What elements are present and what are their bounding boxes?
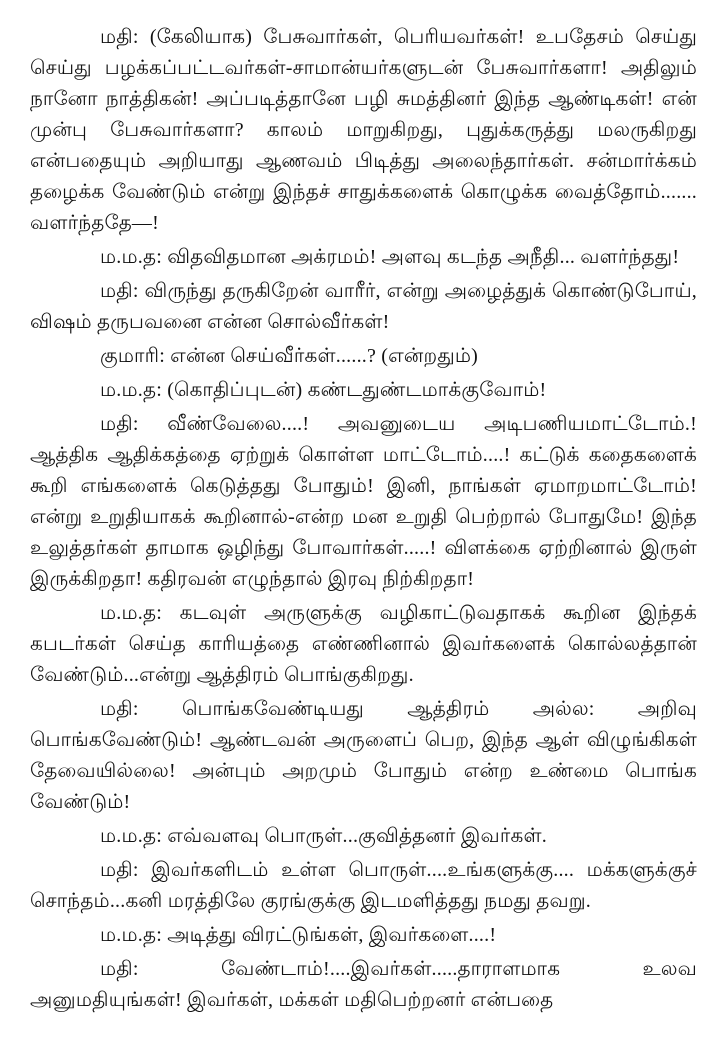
dialogue-text: பொங்கவேண்டியது ஆத்திரம் அல்ல: அறிவு பொங்கவேண்டும்! ஆண்டவன் அருளைப் பெற, இந்த ஆள் விழுங்கிகள் தேவையில்லை! அன்பும் அறமும் போதும் என்ற உண்மை பொங்க வேண்டும்! — [30, 698, 697, 813]
speaker-label: குமாரி: — [100, 345, 165, 367]
dialogue-paragraph — [30, 276, 697, 338]
speaker-label: ம.ம.த: — [100, 602, 162, 624]
dialogue-text: (கொதிப்புடன்) கண்டதுண்டமாக்குவோம்! — [167, 379, 547, 401]
speaker-label: மதி: — [100, 958, 139, 980]
dialogue-paragraph — [30, 855, 697, 917]
speaker-label: மதி: — [100, 859, 139, 881]
speaker-label: மதி: — [100, 698, 139, 720]
dialogue-paragraph — [30, 821, 697, 852]
dialogue-paragraph — [30, 598, 697, 691]
dialogue-text: விருந்து தருகிறேன் வாரீர், என்று அழைத்துக் கொண்டுபோய், விஷம் தருபவனை என்ன சொல்வீர்கள்! — [30, 280, 697, 333]
dialogue-text: வீண்வேலை....! அவனுடைய அடிபணியமாட்டோம்.! ஆத்திக ஆதிக்கத்தை ஏற்றுக் கொள்ள மாட்டோம்....! கட்டுக் கதைகளைக் கூறி எங்களைக் கெடுத்தது போதும்! இனி, நாங்கள் ஏமாறமாட்டோம்! என்று உறுதியாகக் கூறினால்-என்ற மன உறுதி பெற்றால் போதுமே! இந்த உலுத்தர்கள் தாமாக ஒழிந்து போவார்கள்.....! விளக்கை ஏற்றினால் இருள் இருக்கிறதா! கதிரவன் எழுந்தால் இரவு நிற்கிறதா! — [30, 413, 697, 590]
dialogue-paragraph — [30, 694, 697, 818]
speaker-label: ம.ம.த: — [100, 379, 162, 401]
speaker-label: ம.ம.த: — [100, 825, 162, 847]
dialogue-text: விதவிதமான அக்ரமம்! அளவு கடந்த அநீதி... வளர்ந்தது! — [167, 246, 680, 268]
dialogue-paragraph — [30, 341, 697, 372]
dialogue-text: இவர்களிடம் உள்ள பொருள்....உங்களுக்கு.... மக்களுக்குச் சொந்தம்...கனி மரத்திலே குரங்குக்கு இடமளித்தது நமது தவறு. — [30, 859, 697, 912]
dialogue-paragraph — [30, 954, 697, 1016]
dialogue-text: (கேலியாக) பேசுவார்கள், பெரியவர்கள்! உபதேசம் செய்து செய்து பழக்கப்பட்டவர்கள்-சாமான்யர்களுடன் பேசுவார்களா! அதிலும் நானோ நாத்திகன்! அப்படித்தானே பழி சுமத்தினர் இந்த ஆண்டிகள்! என் முன்பு பேசுவார்களா? காலம் மாறுகிறது, புதுக்கருத்து மலருகிறது என்பதையும் அறியாது ஆணவம் பிடித்து அலைந்தார்கள். சன்மார்க்கம் தழைக்க வேண்டும் என்று இந்தச் சாதுக்களைக் கொழுக்க வைத்தோம்....... வளர்ந்ததே—! — [30, 26, 697, 234]
dialogue-paragraph — [30, 22, 697, 239]
dialogue-text: என்ன செய்வீர்கள்......? (என்றதும்) — [170, 345, 479, 367]
dialogue-paragraph — [30, 242, 697, 273]
dialogue-paragraph — [30, 409, 697, 595]
dialogue-text: வேண்டாம்!....இவர்கள்.....தாராளமாக உலவ அனுமதியுங்கள்! இவர்கள், மக்கள் மதிபெற்றனர் என்பதை — [30, 958, 698, 1011]
speaker-label: மதி: — [100, 280, 139, 302]
dialogue-paragraph — [30, 375, 697, 406]
dialogue-text: கடவுள் அருளுக்கு வழிகாட்டுவதாகக் கூறின இந்தக் கபடர்கள் செய்த காரியத்தை எண்ணினால் இவர்களைக் கொல்லத்தான் வேண்டும்...என்று ஆத்திரம் பொங்குகிறது. — [30, 602, 697, 686]
dialogue-paragraph — [30, 920, 697, 951]
dialogue-text: எவ்வளவு பொருள்...குவித்தனர் இவர்கள். — [167, 825, 547, 847]
speaker-label: மதி: — [100, 413, 139, 435]
speaker-label: மதி: — [100, 26, 139, 48]
speaker-label: ம.ம.த: — [100, 924, 162, 946]
dialogue-text: அடித்து விரட்டுங்கள், இவர்களை....! — [167, 924, 497, 946]
speaker-label: ம.ம.த: — [100, 246, 162, 268]
